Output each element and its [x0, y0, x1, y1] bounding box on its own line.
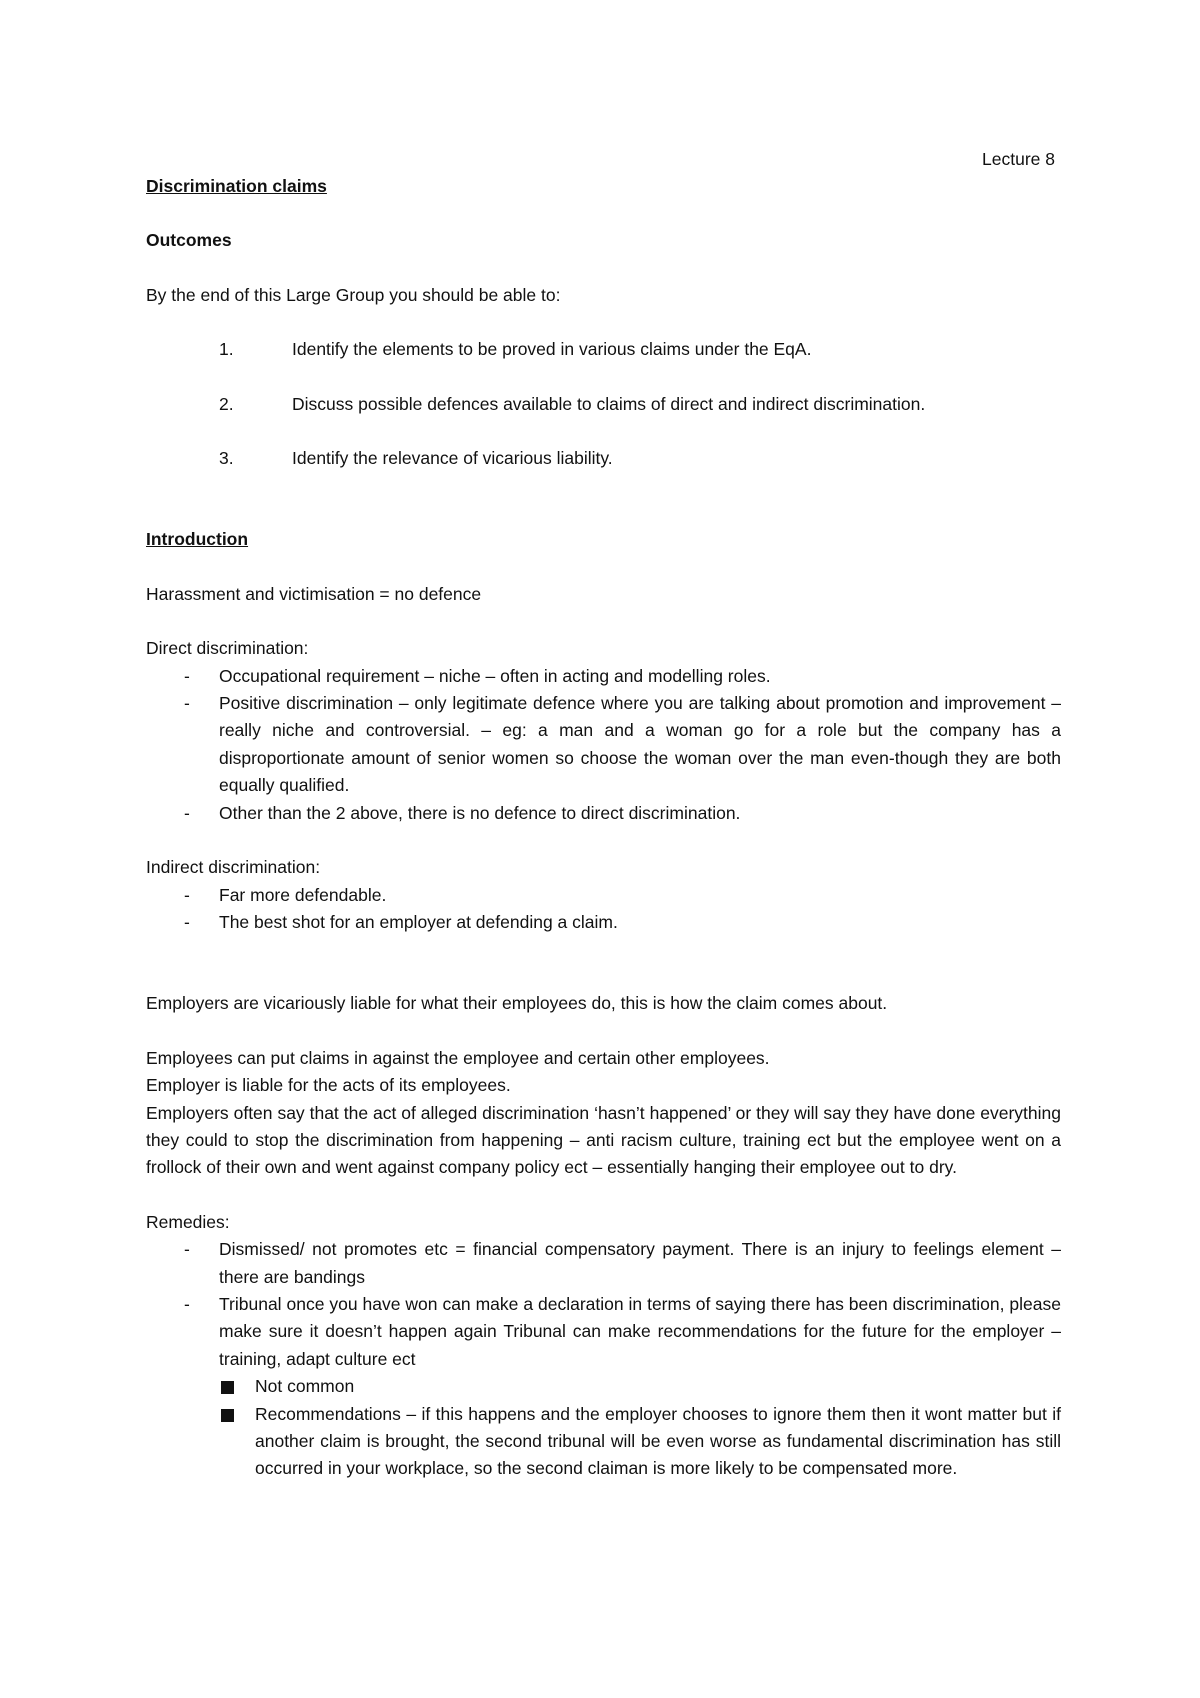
outcome-item	[146, 391, 1061, 418]
list-item-text: Tribunal once you have won can make a declaration in terms of saying there has been discrimination, please make sure it doesn’t happen again Tribunal can make recommendations for the future for the employer – training, adapt culture ect	[219, 1293, 1061, 1369]
list-item: - Occupational requirement – niche – often in acting and modelling roles.	[184, 665, 771, 686]
outcome-number: 1.	[219, 339, 234, 360]
outcome-text: Identify the elements to be proved in various claims under the EqA.	[292, 339, 812, 360]
direct-discrimination-label: Direct discrimination:	[146, 638, 309, 659]
list-item-text: The best shot for an employer at defending a claim.	[219, 911, 618, 932]
claims-line-1: Employees can put claims in against the employee and certain other employees.	[146, 1047, 770, 1068]
list-item-text: Positive discrimination – only legitimate defence where you are talking about promotion and improvement – really niche and controversial. – eg: a man and a woman go for a role but the company has a disproportionate amount of senior women so choose the woman over the man even-though they are both equally qualified.	[219, 693, 1061, 796]
list-item: - Other than the 2 above, there is no defence to direct discrimination.	[184, 802, 741, 823]
list-item: - Tribunal once you have won can make a declaration in terms of saying there has been discrimination, please make sure it doesn’t happen again Tribunal can make recommendations for the future for the employer – training, adapt culture ect Not common Recommendations – if this happens and the employer chooses to ignore them then it wont matter but if another claim is brought, the second tribunal will be even worse as fundamental discrimination has still occurred in your workplace, so the second claiman is more likely to be compensated more.	[146, 1291, 1061, 1483]
document-body	[146, 173, 1061, 1483]
square-bullet-icon	[221, 1381, 234, 1394]
indirect-discrimination-label: Indirect discrimination:	[146, 857, 321, 878]
remedies-label: Remedies:	[146, 1211, 230, 1232]
outcomes-intro: By the end of this Large Group you should be able to:	[146, 284, 561, 305]
sublist-item	[219, 1373, 1061, 1400]
outcome-item	[146, 336, 1061, 363]
direct-discrimination-list	[146, 663, 1061, 827]
list-item-text: Occupational requirement – niche – often in acting and modelling roles.	[219, 665, 771, 686]
no-defence-line: Harassment and victimisation = no defence	[146, 583, 482, 604]
outcomes-heading: Outcomes	[146, 230, 232, 251]
indirect-discrimination-list	[146, 882, 1061, 937]
introduction-heading: Introduction	[146, 529, 249, 550]
list-item: - Far more defendable.	[184, 884, 387, 905]
claims-paragraph: Employers often say that the act of alleged discrimination ‘hasn’t happened’ or they will say they have done everything they could to stop the discrimination from happening – anti racism culture, training ect but the employee went on a frollock of their own and went against company policy ect – essentially hanging their employee out to dry.	[146, 1102, 1061, 1178]
list-item-text: Other than the 2 above, there is no defence to direct discrimination.	[219, 802, 741, 823]
list-item: - Dismissed/ not promotes etc = financial compensatory payment. There is an injury to feelings element – there are bandings	[184, 1239, 1061, 1287]
sublist-item-text: Recommendations – if this happens and the employer chooses to ignore them then it wont matter but if another claim is brought, the second tribunal will be even worse as fundamental discrimination has still occurred in your workplace, so the second claiman is more likely to be compensated more.	[255, 1403, 1061, 1479]
outcome-number: 3.	[219, 448, 234, 469]
outcome-text: Identify the relevance of vicarious liability.	[292, 448, 613, 469]
square-bullet-icon	[221, 1409, 234, 1422]
outcome-text: Discuss possible defences available to claims of direct and indirect discrimination.	[292, 393, 926, 414]
document-title: Discrimination claims	[146, 176, 327, 196]
sublist-item	[219, 1401, 1061, 1483]
remedies-list	[146, 1236, 1061, 1483]
sublist-item-text: Not common	[255, 1376, 355, 1397]
remedies-sublist	[219, 1373, 1061, 1483]
outcome-item	[146, 445, 1061, 472]
list-item-text: Dismissed/ not promotes etc = financial compensatory payment. There is an injury to feelings element – there are bandings	[219, 1239, 1061, 1287]
outcome-number: 2.	[219, 393, 234, 414]
list-item-text: Far more defendable.	[219, 884, 387, 905]
list-item: - The best shot for an employer at defending a claim.	[184, 911, 618, 932]
claims-line-2: Employer is liable for the acts of its employees.	[146, 1075, 511, 1096]
outcomes-list	[146, 336, 1061, 472]
list-item: - Positive discrimination – only legitimate defence where you are talking about promotion and improvement – really niche and controversial. – eg: a man and a woman go for a role but the company has a disproportionate amount of senior women so choose the woman over the man even-though they are both equally qualified.	[184, 693, 1061, 796]
vicarious-liability-paragraph: Employers are vicariously liable for what their employees do, this is how the claim comes about.	[146, 993, 888, 1014]
lecture-label: Lecture 8	[982, 149, 1055, 169]
